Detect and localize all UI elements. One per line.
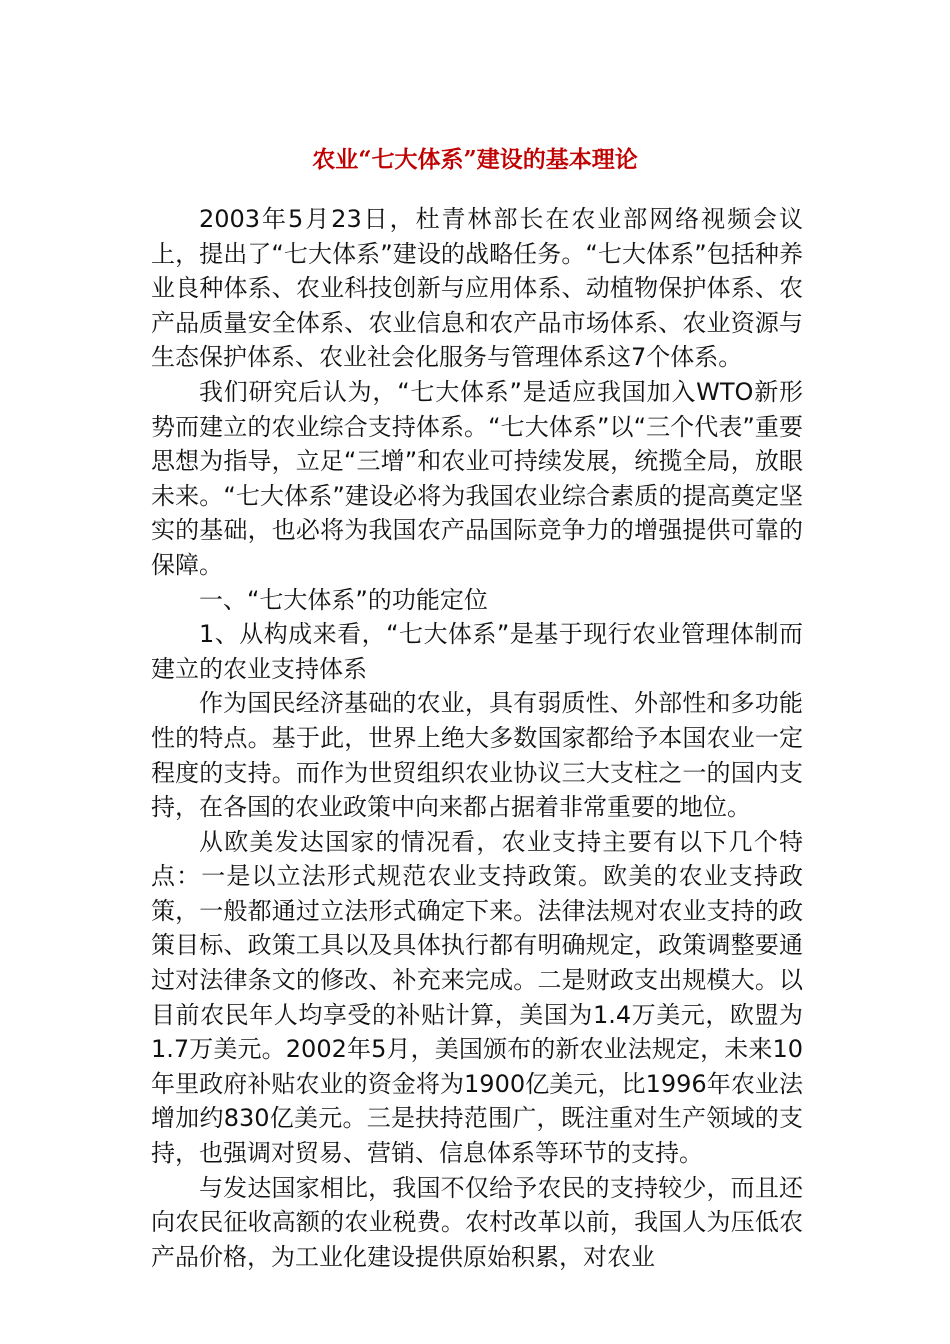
paragraph-western-experience: 从欧美发达国家的情况看，农业支持主要有以下几个特点：一是以立法形式规范农业支持政策。欧美的农业支持政策，一般都通过立法形式确定下来。法律法规对农业支持的政策目标、政策工具以及具体执行都有明确规定，政策调整要通过对法律条文的修改、补充来完成。二是财政支出规模大。以目前农民年人均享受的补贴计算，美国为1.4万美元，欧盟为1.7万美元。2002年5月，美国颁布的新农业法规定，未来10年里政府补贴农业的资金将为1900亿美元，比1996年农业法增加约830亿美元。三是扶持范围广，既注重对生产领域的支持，也强调对贸易、营销、信息体系等环节的支持。	[151, 827, 803, 1168]
paragraph-analysis: 我们研究后认为，“七大体系”是适应我国加入WTO新形势而建立的农业综合支持体系。“七大体系”以“三个代表”重要思想为指导，立足“三增”和农业可持续发展，统揽全局，放眼未来。“七大体系”建设必将为我国农业综合素质的提高奠定坚实的基础，也必将为我国农产品国际竞争力的增强提供可靠的保障。	[151, 377, 803, 579]
document-body	[151, 202, 803, 1274]
subsection-heading-composition: 1、从构成来看，“七大体系”是基于现行农业管理体制而建立的农业支持体系	[151, 620, 803, 683]
paragraph-intro: 2003年5月23日，杜青林部长在农业部网络视频会议上，提出了“七大体系”建设的战略任务。“七大体系”包括种养业良种体系、农业科技创新与应用体系、动植物保护体系、农产品质量安全体系、农业信息和农产品市场体系、农业资源与生态保护体系、农业社会化服务与管理体系这7个体系。	[151, 205, 803, 372]
paragraph-agriculture-support: 作为国民经济基础的农业，具有弱质性、外部性和多功能性的特点。基于此，世界上绝大多数国家都给予本国农业一定程度的支持。而作为世贸组织农业协议三大支柱之一的国内支持，在各国的农业政策中向来都占据着非常重要的地位。	[151, 689, 803, 822]
document-title: 农业“七大体系”建设的基本理论	[312, 146, 638, 173]
paragraph-china-comparison: 与发达国家相比，我国不仅给予农民的支持较少，而且还向农民征收高额的农业税费。农村改革以前，我国人为压低农产品价格，为工业化建设提供原始积累，对农业	[151, 1173, 803, 1271]
section-heading-function: 一、“七大体系”的功能定位	[199, 585, 488, 614]
